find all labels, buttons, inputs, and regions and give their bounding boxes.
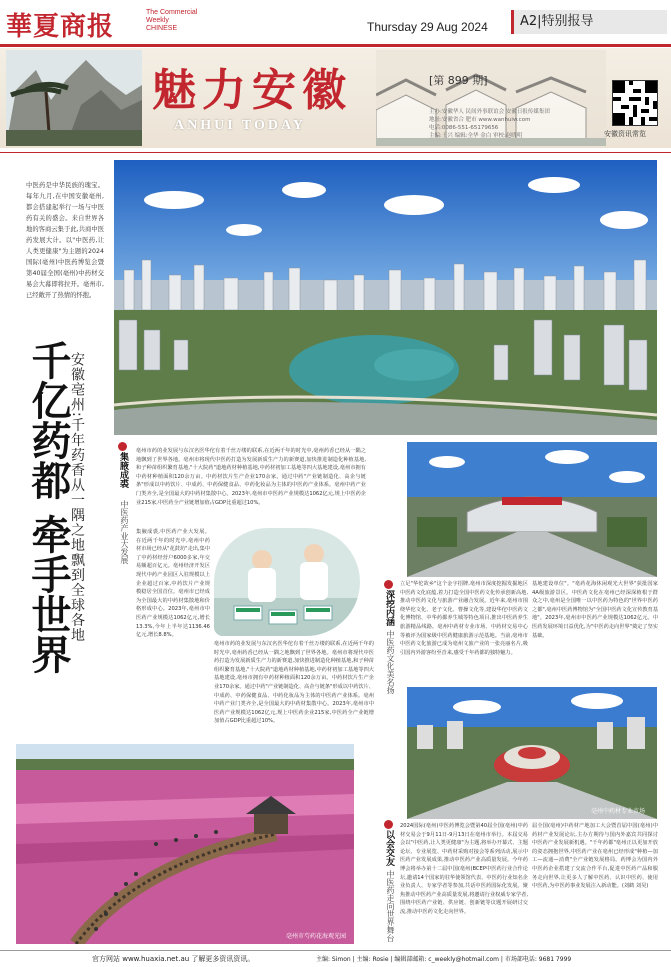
logo-en-line2: Weekly <box>146 17 169 24</box>
column-title-english: ANHUI TODAY <box>174 118 306 133</box>
herbal-market-aerial-photo <box>407 687 657 819</box>
footer-website[interactable]: 官方网站 www.huaxia.net.au 了解更多资讯资讯。 <box>92 955 255 963</box>
sub-headline: 安徽亳州:千年药香从一隅之地飘到全球各地 <box>69 352 85 643</box>
section-label-2: 深挖内涵 <box>384 590 394 626</box>
section-label-3: 以会交友 <box>384 830 394 866</box>
footer-contacts: 主编: Simon | 主编: Rosie | 编辑部邮箱: c_weekly@hotmail.com | 市场部电话: 9681 7999 <box>316 956 572 963</box>
publisher-info-line: 主办:安徽华人 民间外事联谊会 安徽日报传媒集团 <box>429 109 550 115</box>
masthead <box>0 0 671 46</box>
main-headline: 千亿药都 牵手世界 <box>25 340 72 674</box>
pharmaceutical-workers-photo <box>214 528 360 636</box>
section-bullet-1 <box>118 442 127 451</box>
huangshan-pine-image <box>6 50 142 146</box>
section-label-1: 集腋成裘 <box>118 452 128 488</box>
publisher-info-line: 地址:安徽省合 肥市 www.wanhuiw.com <box>429 117 531 123</box>
logo-en-line3: CHINESE <box>146 25 178 32</box>
newspaper-logo: 華夏商报 <box>6 12 115 42</box>
footer-rule <box>0 950 671 951</box>
banner-rule <box>0 152 671 153</box>
qr-code-label: 安徽资讯常览 <box>604 130 646 138</box>
column-title: 魅力安徽 <box>152 65 352 116</box>
issue-number: [第 899 期] <box>429 74 488 87</box>
article-column: 亳州市药的业发展与东汉名医华佗有着千丝万缕的联系,在近两千年的时光中,亳州药香已经从一隅之地飘到了世界各地。亳州市将现代中医药打造为发展新质生产力的新赛道,加快推进制造化种植基地,和子种苗组织繁育基地,"十大院药"道地药材种植基地,中药材初加工基地等四大基地建设,亳州市拥有中药材种植面积120余万亩。中药材饮片生产企业170余家。通过中药"产业链制造化、高企与链条"形成以中药饮片、中成药、中药保健食品、中药化妆品为主体的中医药产业体系。亳州中药产业门类齐全,是全国最大的中药材集散中心。2023年,亳州市中医药产业规模达1062亿元,规上中医药企业215家,中医药全产业链增加值占GDP比重超过10%。 <box>214 641 374 725</box>
masthead-rule <box>0 44 671 47</box>
publisher-info-line: 电话:0086-551-65179656 <box>429 125 499 131</box>
article-column: 2024国际(亳州)中医药博览会暨第40届全国(亳州)中药材交易会于9月11日-9月13日在亳州市举行。本届交易会以"中医药,让人类更健康"为主题,将举办开幕式、主题论坛、专业展览、中药材采购对接会等系列活动,展示中医药产业发展成果,推动中医药产业高质量发展。今年药博会将举办第十二届中国(亳州)BCEP中医药行业合作论坛,邀请14个国家的驻华使领馆代表、中医药行业知名企业负责人、专家学者等参加,共话中医药国际化发展。聚焦推动中医药产业高质量发展,将邀请行业权威专家学者,围绕中医药产业链、供应链、创新链等议题开展研讨交流,推动中医药文化走向世界。 <box>400 823 528 915</box>
section-bullet-3 <box>384 820 393 829</box>
article-intro: 亳州市药的业发展与东汉名医华佗有着千丝万缕的联系,在近两千年的时光中,亳州药香已经从一隅之地飘到了世界各地。亳州市将现代中医药打造为发展新质生产力的新赛道,加快推进制造化种植基地,和子种苗组织繁育基地,"十大院药"道地药材种植基地,中药材初加工基地等四大基地建设,亳州市拥有中药材种植面积120余万亩。中药材饮片生产企业170余家。通过中药"产业链制造化、高企与链条"形成以中药饮片、中成药、中药保健食品、中药化妆品为主体的中医药产业体系。亳州中药产业门类齐全,是全国最大的中药材集散中心。2023年,亳州市中医药产业规模达1062亿元,规上中医药企业215家,中医药全产业链增加值占GDP比重超过10%。 <box>136 448 366 506</box>
publisher-info <box>429 108 559 140</box>
section-sub-1: 中医药产业大发展 <box>120 500 129 564</box>
logo-en-line1: The Commercial <box>146 9 198 16</box>
section-tag: A2|特别报导 <box>511 10 667 34</box>
issue-date: Thursday 29 Aug 2024 <box>367 20 488 34</box>
publisher-info-line: 主编:王兴 编辑:全华 金白 审校:赵晓明 <box>429 133 523 139</box>
peony-flower-field-photo <box>16 744 354 944</box>
bozhou-city-aerial-photo <box>114 160 657 435</box>
article-column: 立足"华佗故乡"这个金字招牌,亳州市深度挖掘发掘地区中医药文化底蕴,着力打造全国中医药文化传承创新高地,推动中医药文化与旅游产业融合发展。近年来,亳州市围绕华佗文化、老子文化、曹操文化等,建设华佗中医药文化博物馆、中华药都养生城等特色项目,推出中医药养生旅游精品线路。亳州中药材专业市场、中药材交易中心等被评为国家级中医药健康旅游示范基地。当前,亳州市中医药文化旅游已成为亳州文旅产业的一张亮丽名片,吸引国内外游客纷至沓来,感受千年药都的独特魅力。 <box>400 581 528 656</box>
section-bullet-2 <box>384 580 393 589</box>
section-sub-2: 中医药文化美名扬 <box>386 630 395 694</box>
expo-center-photo <box>407 442 657 577</box>
newspaper-logo-english <box>146 9 197 33</box>
article-column: 基地建设单位"。"亳药花海休闲观光大世界"获批国家4A级旅游景区。中医药文化在亳州已经深深植根于群众之中,亳州是全国唯一以中医药为特色的"世界中医药之都",亳州中医药博物馆为"全国中医药文化宣传教育基地"。2023年,亳州市中医药产业规模达1062亿元。中医药发展环境日益优化,为"中医药走向世界"奠定了坚实基础。 <box>532 581 658 639</box>
qr-code[interactable] <box>612 80 658 126</box>
section-sub-3: 中医药走向世界舞台 <box>386 870 395 942</box>
article-column: 集腋成裘,中医药产业大发展。在近两千年的时光中,亳州中药材市场已经从"花鼓坊"走出,集中了中药材经营户6000多家,年交易额超百亿元。亳州经济开发区现代中药产业园区入驻规模以上企业超过百家,中药饮片产业规模稳居全国首位。亳州市已经成为全国最大的中药材集散地和价格形成中心。2023年,亳州市中医药产业规模达1062亿元,增长13.3%,今年上半年达1136.46亿元,增长8.8%。 <box>136 529 210 639</box>
hall-caption: 亳州中药材专业市场 <box>590 808 645 815</box>
intro-paragraph: 中医药是中华民族的瑰宝。每年九月,在中国安徽亳州,都会搭建起举行一场与中医药有关的盛会。来自世界各地的客商云集于此,共商中医药发展大计。以"中医药,让人类更健康"为主题的2024国际(亳州)中医药博览会暨第40届全国(亳州)中药材交易会大幕即将拉开。亳州市,已经敞开了热情的怀抱。 <box>26 182 104 299</box>
field-caption: 亳州市芍药花海观光园 <box>285 933 346 940</box>
article-column: 届全国(亳州)中药材产地加工大会暨首届中国(亳州)中药材产业发展论坛,主办方期待与国内外嘉宾共同探讨中医药产业发展新机遇。"千年药都"亳州正以更加开放的姿态拥抱世界,中医药产业在亳州已经形成"种植—加工—流通—消费"全产业链发展格局。药博会为国内外中医药企业搭建了交流合作平台,促进中医药产品和服务走向世界,让更多人了解中医药、认识中医药、使用中医药,为中医药事业发展注入新动能。(刘鹤 刘昊) <box>532 823 658 890</box>
